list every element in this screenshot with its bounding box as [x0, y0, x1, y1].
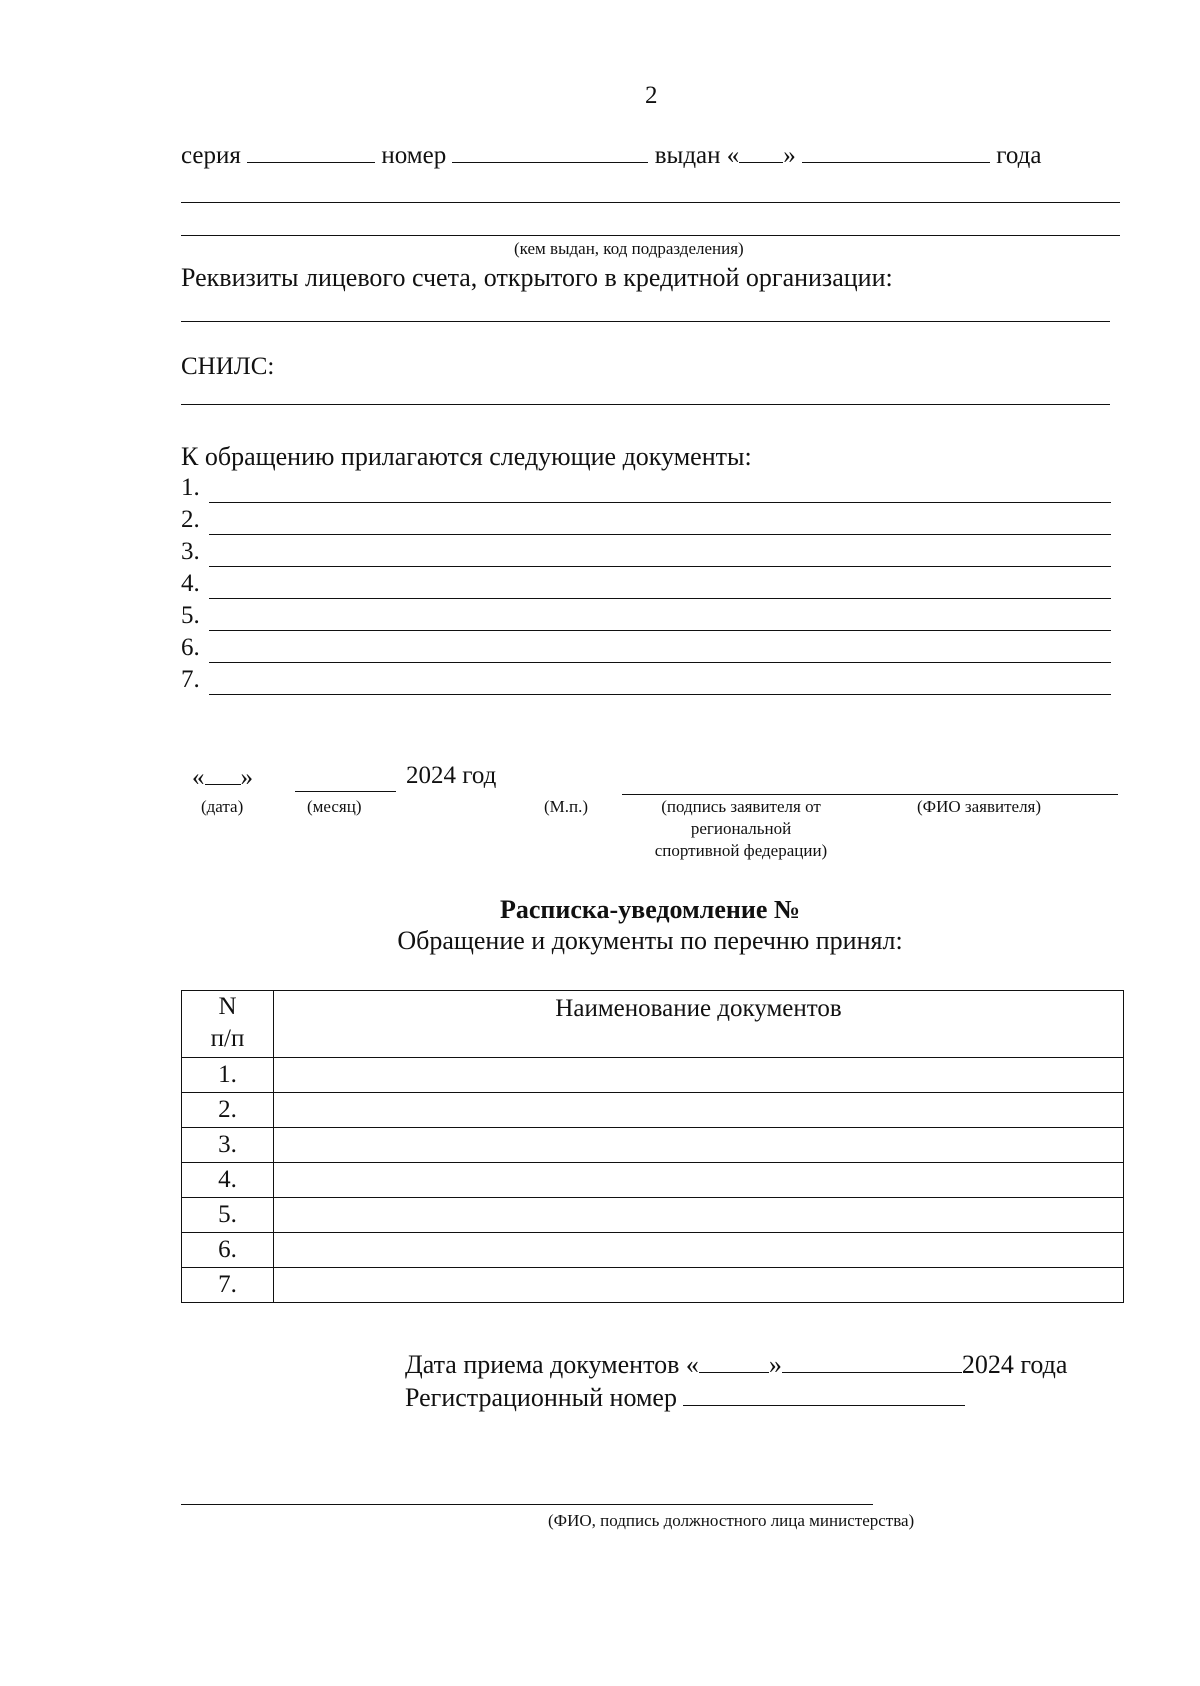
- attachment-item: 3.: [181, 538, 200, 565]
- row-number: 2.: [182, 1093, 274, 1128]
- receipt-date-year: 2024 года: [961, 1350, 1068, 1379]
- table-row: [182, 1163, 1124, 1198]
- row-document-cell[interactable]: [274, 1093, 1124, 1128]
- account-label: Реквизиты лицевого счета, открытого в кредитной организации:: [181, 263, 893, 292]
- issued-label: выдан «: [654, 142, 740, 169]
- table-row: [182, 1198, 1124, 1233]
- receipt-date-close: »: [768, 1350, 782, 1379]
- number-label: номер: [381, 142, 447, 169]
- attachment-item: 5.: [181, 602, 200, 629]
- month-caption: (месяц): [307, 797, 362, 816]
- registration-line: [405, 1383, 965, 1413]
- attachment-item: 1.: [181, 474, 200, 501]
- table-header-row: [182, 991, 1124, 1058]
- sign-month-field[interactable]: [295, 791, 396, 792]
- stamp-caption: (М.п.): [544, 797, 589, 816]
- row-document-cell[interactable]: [274, 1198, 1124, 1233]
- row-document-cell[interactable]: [274, 1058, 1124, 1093]
- attachment-line[interactable]: [209, 502, 1111, 503]
- row-number: 7.: [182, 1268, 274, 1303]
- attachment-item: 4.: [181, 570, 200, 597]
- signature-caption: [636, 796, 846, 862]
- issued-month-field[interactable]: [802, 140, 990, 163]
- row-document-cell[interactable]: [274, 1128, 1124, 1163]
- signature-caption-line-1: (подпись заявителя от: [661, 797, 821, 816]
- sign-signature-field[interactable]: [622, 794, 1118, 795]
- snils-label: СНИЛС:: [181, 353, 275, 380]
- col-number-header-line-2: п/п: [210, 1025, 245, 1052]
- sign-close-quote: »: [240, 764, 253, 791]
- attachment-line[interactable]: [209, 534, 1111, 535]
- row-document-cell[interactable]: [274, 1268, 1124, 1303]
- sign-open-quote: «: [192, 764, 205, 791]
- issuer-line-2[interactable]: [181, 235, 1120, 236]
- official-caption: (ФИО, подпись должностного лица министерства): [548, 1511, 915, 1530]
- table-row: [182, 1268, 1124, 1303]
- name-caption: (ФИО заявителя): [917, 797, 1042, 816]
- year-label: года: [996, 142, 1042, 169]
- row-document-cell[interactable]: [274, 1233, 1124, 1268]
- receipt-subtitle: Обращение и документы по перечню принял:: [397, 926, 903, 955]
- attachment-line[interactable]: [209, 694, 1111, 695]
- attachment-item: 6.: [181, 634, 200, 661]
- row-number: 3.: [182, 1128, 274, 1163]
- account-line[interactable]: [181, 321, 1110, 322]
- number-field[interactable]: [452, 140, 648, 163]
- issued-day-field[interactable]: [739, 140, 783, 163]
- receipt-date-line: [405, 1350, 1067, 1380]
- receipt-day-field[interactable]: [699, 1350, 769, 1373]
- attachment-item: 2.: [181, 506, 200, 533]
- col-name-header: Наименование документов: [274, 991, 1124, 1058]
- passport-line: [181, 140, 1042, 170]
- registration-label: Регистрационный номер: [405, 1383, 677, 1412]
- row-number: 1.: [182, 1058, 274, 1093]
- sign-year-text: 2024 год: [406, 762, 497, 789]
- attachment-line[interactable]: [209, 598, 1111, 599]
- signature-caption-line-2: региональной: [690, 819, 792, 838]
- row-document-cell[interactable]: [274, 1163, 1124, 1198]
- signature-caption-line-3: спортивной федерации): [654, 841, 828, 860]
- col-number-header-line-1: N: [218, 993, 237, 1020]
- sign-day-field[interactable]: [205, 762, 241, 785]
- issuer-caption: (кем выдан, код подразделения): [514, 239, 744, 258]
- attachments-heading: К обращению прилагаются следующие документы:: [181, 442, 752, 471]
- row-number: 6.: [182, 1233, 274, 1268]
- table-row: [182, 1128, 1124, 1163]
- receipt-date-label: Дата приема документов «: [405, 1350, 699, 1379]
- attachment-line[interactable]: [209, 630, 1111, 631]
- attachment-line[interactable]: [209, 662, 1111, 663]
- attachment-item: 7.: [181, 666, 200, 693]
- official-signature-line[interactable]: [181, 1504, 873, 1505]
- row-number: 5.: [182, 1198, 274, 1233]
- snils-line[interactable]: [181, 404, 1110, 405]
- issued-close: »: [783, 142, 796, 169]
- documents-table: [181, 990, 1124, 1303]
- sign-date-line: [192, 762, 253, 792]
- registration-number-field[interactable]: [683, 1383, 965, 1406]
- issuer-line-1[interactable]: [181, 202, 1120, 203]
- series-label: серия: [181, 142, 241, 169]
- attachment-line[interactable]: [209, 566, 1111, 567]
- date-caption: (дата): [201, 797, 244, 816]
- series-field[interactable]: [247, 140, 375, 163]
- table-row: [182, 1233, 1124, 1268]
- table-row: [182, 1093, 1124, 1128]
- receipt-month-field[interactable]: [782, 1350, 962, 1373]
- receipt-title: Расписка-уведомление №: [499, 895, 801, 924]
- row-number: 4.: [182, 1163, 274, 1198]
- page-number: 2: [645, 82, 658, 109]
- table-row: [182, 1058, 1124, 1093]
- col-number-header: [182, 991, 274, 1058]
